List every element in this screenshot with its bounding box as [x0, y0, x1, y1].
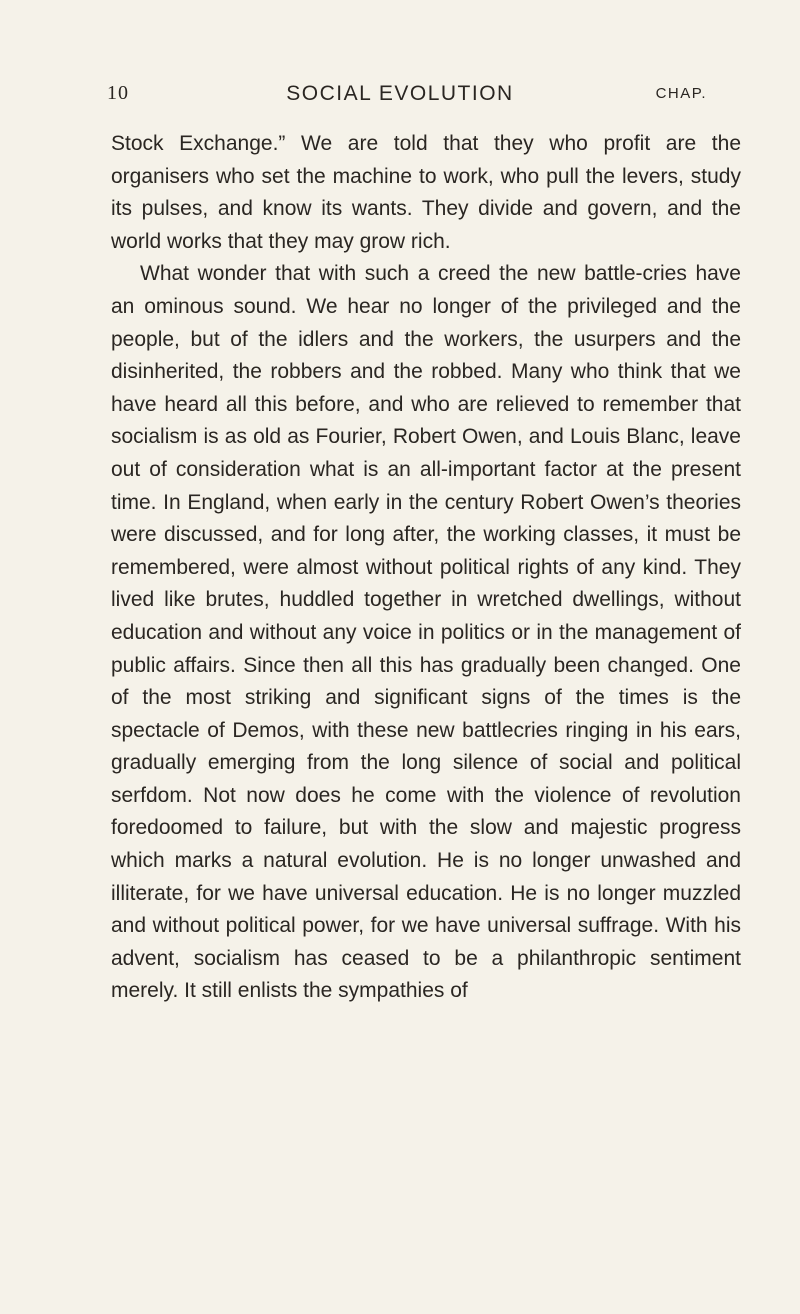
- paragraph-continued: Stock Exchange.” We are told that they who profit are the organisers who set the machine to work, who pull the levers, study its pulses, and know its wants. They divide and govern, and the world works that they may grow rich.: [111, 132, 741, 253]
- running-title: SOCIAL EVOLUTION: [286, 82, 514, 105]
- running-head: [0, 82, 800, 112]
- body-text: [111, 128, 741, 1008]
- page-number: 10: [107, 82, 129, 104]
- paragraph: What wonder that with such a creed the new battle-cries have an ominous sound. We hear no longer of the privileged and the people, but of the idlers and the workers, the usurpers and the disinherited, the robbers and the robbed. Many who think that we have heard all this before, and who are relieved to remember that socialism is as old as Fourier, Robert Owen, and Louis Blanc, leave out of consideration what is an all-important factor at the present time. In England, when early in the century Robert Owen’s theories were discussed, and for long after, the working classes, it must be remembered, were almost without political rights of any kind. They lived like brutes, huddled together in wretched dwellings, without education and without any voice in politics or in the management of public affairs. Since then all this has gradually been changed. One of the most striking and significant signs of the times is the spectacle of Demos, with these new battlecries ringing in his ears, gradually emerging from the long silence of social and political serfdom. Not now does he come with the violence of revolution foredoomed to failure, but with the slow and majestic progress which marks a natural evolution. He is no longer unwashed and illiterate, for we have universal education. He is no longer muzzled and without political power, for we have universal suffrage. With his advent, socialism has ceased to be a philanthropic sentiment merely. It still enlists the sympathies of: [111, 262, 741, 1003]
- chapter-mark: CHAP.: [655, 85, 707, 102]
